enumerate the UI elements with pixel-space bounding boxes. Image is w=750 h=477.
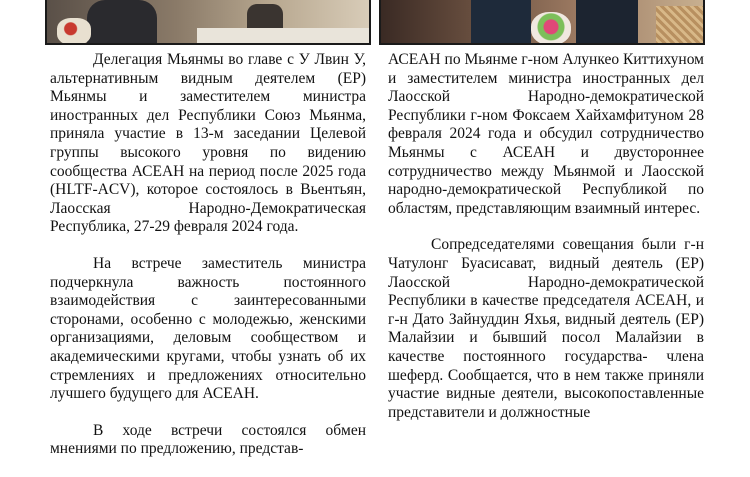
photo-basket — [656, 6, 704, 45]
meeting-photo-left — [45, 0, 371, 45]
paragraph-exchange: В ходе встречи состоялся обмен мнениями по предложению, представ- — [50, 421, 366, 458]
meeting-photo-right — [379, 0, 705, 45]
photo-flowers — [57, 18, 91, 45]
photo-table — [197, 28, 371, 45]
article-column-right — [388, 51, 704, 440]
paragraph-deputy-minister: На встрече заместитель министра подчеркнула важность постоянного взаимодействия с заинтересованными сторонами, особенно с молодежью, женскими организациями, деловым сообществом и академическими кругами, чтобы узнать об их стремлениях и предложениях относительно лучшего будущего для АСЕАН. — [50, 254, 366, 403]
paragraph-delegation: Делегация Мьянмы во главе с У Лвин У, альтернативным видным деятелем (ЕР) Мьянмы и заместителем министра иностранных дел Республики Союз Мьянма, приняла участие в 13-м заседании Целевой группы высокого уровня по видению сообщества АСЕАН на период после 2025 года (HLTF-ACV), которое состоялось в Вьентьян, Лаосская Народно-Демократическая Республика, 27-29 февраля 2024 года. — [50, 51, 366, 236]
article-column-left — [50, 51, 366, 477]
photo-person-right — [576, 0, 638, 45]
photo-flower-arrangement — [531, 12, 571, 45]
photo-person-left — [471, 0, 531, 45]
paragraph-bilateral: АСЕАН по Мьянме г-ном Алункео Киттихуном и заместителем министра иностранных дел Лаосской Народно-демократической Республики г-ном Фоксаем Хайхамфитуном 28 февраля 2024 года и обсудил сотрудничество Мьянмы с АСЕАН и двустороннее сотрудничество между Мьянмой и Лаосской народно-демократической Республикой по областям, представляющим взаимный интерес. — [388, 51, 704, 217]
paragraph-cochairs: Сопредседателями совещания были г-н Чатулонг Буасисават, видный деятель (ЕР) Лаосской Народно-демократической Республики в качестве председателя АСЕАН, и г-н Дато Зайнуддин Яхья, видный деятель (ЕР) Малайзии и бывший посол Малайзии в качестве постоянного государства- члена шеферд. Сообщается, что в нем также приняли участие видные деятели, высокопоставленные представители и должностные — [388, 236, 704, 421]
photo-figure-seated — [247, 4, 283, 28]
photo-figure-dark — [87, 0, 157, 45]
